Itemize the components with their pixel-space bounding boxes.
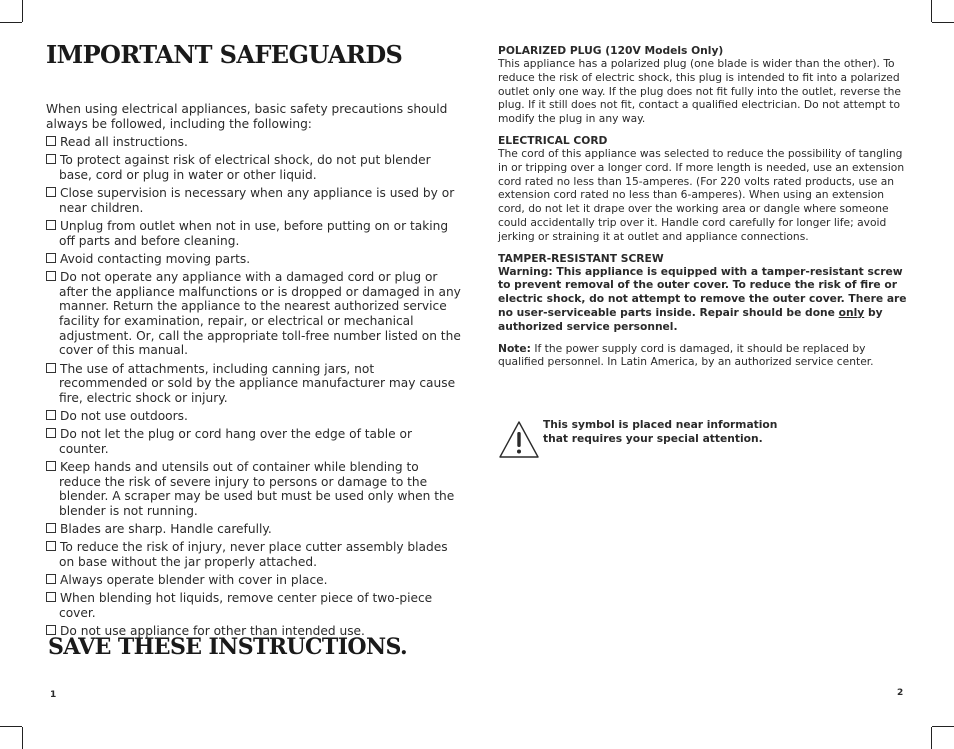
safeguard-text: Close supervision is necessary when any appliance is used by or near children.	[59, 186, 455, 215]
checkbox-icon	[46, 410, 56, 420]
electrical-cord-title: ELECTRICAL CORD	[498, 133, 608, 147]
tamper-screw-section	[498, 252, 910, 334]
checkbox-icon	[46, 461, 56, 471]
safeguard-item	[46, 219, 461, 248]
crop-mark	[0, 726, 22, 727]
note-body: If the power supply cord is damaged, it should be replaced by qualified personnel. In Latin America, by an authorized service center.	[498, 341, 874, 369]
safeguard-item	[46, 591, 461, 620]
safeguard-text: To protect against risk of electrical shock, do not put blender base, cord or plug in water or other liquid.	[59, 153, 431, 183]
safeguard-text: To reduce the risk of injury, never place cutter assembly blades on base without the jar properly attached.	[59, 540, 448, 569]
checkbox-icon	[46, 187, 56, 197]
safeguard-item	[46, 252, 461, 267]
safeguard-text: Unplug from outlet when not in use, before putting on or taking off parts and before cleaning.	[59, 219, 449, 248]
right-page	[498, 44, 910, 369]
safeguard-text: Blades are sharp. Handle carefully.	[60, 522, 272, 537]
page-title: IMPORTANT SAFEGUARDS	[46, 40, 403, 69]
safeguard-text: Do not let the plug or cord hang over the edge of table or counter.	[59, 427, 412, 456]
safeguard-text: Read all instructions.	[60, 135, 188, 150]
checkbox-icon	[46, 253, 56, 263]
safeguard-text: Always operate blender with cover in place.	[60, 573, 328, 588]
crop-mark	[932, 726, 954, 727]
crop-mark	[22, 0, 23, 22]
checkbox-icon	[46, 271, 56, 281]
tamper-screw-warning	[498, 265, 910, 334]
intro-text: When using electrical appliances, basic safety precautions should always be followed, including the following:	[46, 102, 448, 131]
safeguard-text: Do not operate any appliance with a damaged cord or plug or after the appliance malfunctions or is dropped or damaged in any manner. Return the appliance to the nearest authorized service facility for examination, repair, or electrical or mechanical adjustment. Or, call the appropriate toll-free number listed on the cover of this manual.	[59, 269, 461, 358]
polarized-plug-title: POLARIZED PLUG (120V Models Only)	[498, 44, 724, 57]
electrical-cord-section	[498, 134, 910, 244]
save-instructions-heading: SAVE THESE INSTRUCTIONS.	[48, 634, 408, 660]
checkbox-icon	[46, 541, 56, 551]
crop-mark	[0, 22, 22, 23]
checkbox-icon	[46, 574, 56, 584]
safeguard-item	[46, 362, 461, 406]
checkbox-icon	[46, 592, 56, 602]
left-page	[46, 40, 461, 639]
checkbox-icon	[46, 136, 56, 146]
checkbox-icon	[46, 523, 56, 533]
warning-emphasis: only	[838, 305, 865, 319]
checkbox-icon	[46, 428, 56, 438]
attention-symbol-text: This symbol is placed near information that requires your special attention.	[543, 418, 778, 445]
checkbox-icon	[46, 154, 56, 164]
checkbox-icon	[46, 363, 56, 373]
safeguard-item	[46, 522, 461, 537]
safeguard-item	[46, 460, 461, 519]
crop-mark	[932, 22, 954, 23]
safeguard-item	[46, 270, 461, 358]
safeguard-text: Do not use appliance for other than intended use.	[60, 623, 365, 638]
safeguard-item	[46, 135, 461, 150]
safeguard-text: Avoid contacting moving parts.	[60, 251, 251, 266]
polarized-plug-body: This appliance has a polarized plug (one blade is wider than the other). To reduce the risk of electric shock, this plug is intended to fit into a polarized outlet only one way. If the plug does not fit fully into the outlet, reverse the plug. If it still does not fit, contact a qualified electrician. Do not attempt to modify the plug in any way.	[498, 57, 901, 126]
warning-triangle-icon	[498, 420, 540, 460]
safeguard-item	[46, 409, 461, 424]
crop-mark	[931, 0, 932, 22]
safeguard-item	[46, 573, 461, 588]
safeguard-text: Keep hands and utensils out of container while blending to reduce the risk of severe injury to persons or damage to the blender. A scraper may be used but must be used only when the blender is not running.	[59, 459, 455, 519]
polarized-plug-section	[498, 44, 910, 126]
note-paragraph	[498, 342, 910, 370]
warning-text-part: by authorized service personnel.	[498, 305, 883, 333]
crop-mark	[931, 727, 932, 749]
safeguard-item	[46, 427, 461, 456]
safeguard-item	[46, 153, 461, 182]
crop-mark	[22, 727, 23, 749]
attention-symbol-block	[498, 418, 818, 458]
page-number-right: 2	[897, 688, 904, 698]
electrical-cord-body: The cord of this appliance was selected to reduce the possibility of tangling in or tripping over a longer cord. If more length is needed, use an extension cord rated no less than 15-amperes. (For 220 volts rated products, use an extension cord rated no less than 6-amperes). When using an extension cord, do not let it drape over the working area or dangle where someone could accidentally trip over it. Handle cord carefully for longer life; avoid jerking or straining it at outlet and appliance connections.	[498, 146, 905, 243]
safeguard-text: The use of attachments, including canning jars, not recommended or sold by the appliance manufacturer may cause fire, electric shock or injury.	[59, 361, 456, 405]
note-label: Note:	[498, 341, 531, 355]
tamper-screw-title: TAMPER-RESISTANT SCREW	[498, 251, 664, 265]
safeguard-item	[46, 540, 461, 569]
safeguard-list	[46, 135, 461, 638]
safeguard-text: Do not use outdoors.	[60, 409, 188, 424]
page-number-left: 1	[50, 690, 57, 700]
safeguard-text: When blending hot liquids, remove center piece of two-piece cover.	[59, 591, 433, 620]
checkbox-icon	[46, 220, 56, 230]
warning-text-part: Warning: This appliance is equipped with a tamper-resistant screw to prevent removal of the outer cover. To reduce the risk of fire or electric shock, do not attempt to remove the outer cover. There are no user-serviceable parts inside. Repair should be done	[498, 264, 907, 319]
safeguard-item	[46, 186, 461, 215]
